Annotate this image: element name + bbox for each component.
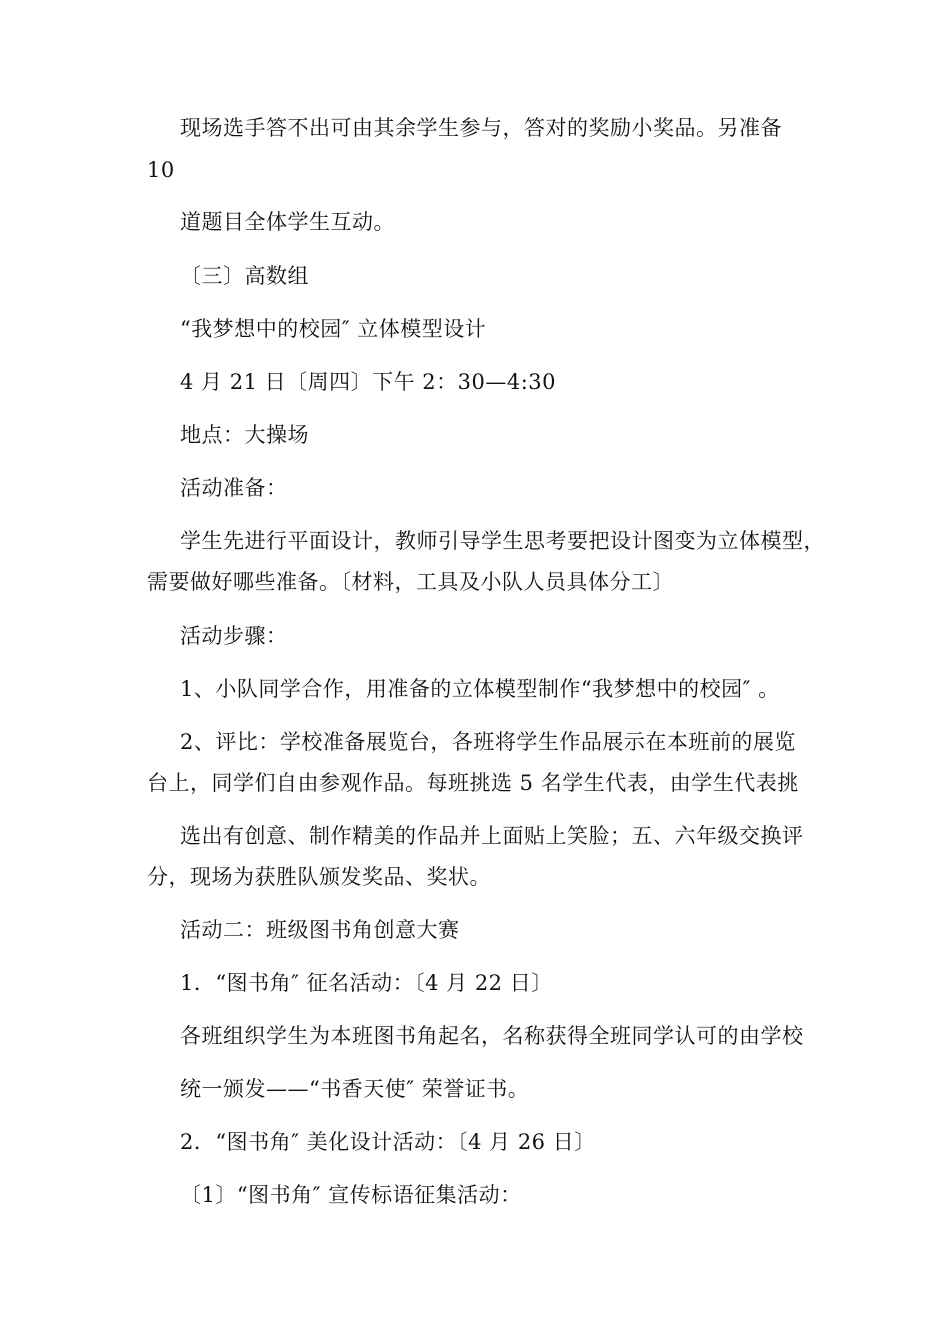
slogan-activity-item: 〔1〕“图书角″ 宣传标语征集活动：	[180, 1183, 522, 1207]
step-2-line-3: 选出有创意、制作精美的作品并上面贴上笑脸；五、六年级交换评	[180, 824, 804, 848]
step-2-line-1: 2、评比：学校准备展览台，各班将学生作品展示在本班前的展览	[180, 730, 796, 754]
paragraph-quiz-audience: 现场选手答不出可由其余学生参与，答对的奖励小奖品。另准备	[180, 116, 782, 140]
step-2-line-4: 分，现场为获胜队颁发奖品、奖状。	[147, 865, 491, 889]
section-heading-senior-group: 〔三〕高数组	[180, 264, 309, 288]
preparation-heading: 活动准备：	[180, 476, 288, 500]
beautify-activity-item: 2．“图书角″ 美化设计活动：〔4 月 26 日〕	[180, 1130, 596, 1154]
steps-heading: 活动步骤：	[180, 624, 288, 648]
step-2-line-2: 台上，同学们自由参观作品。每班挑选 5 名学生代表，由学生代表挑	[147, 771, 799, 795]
paragraph-quiz-count: 10	[147, 158, 175, 182]
activity-location: 地点：大操场	[180, 423, 309, 447]
preparation-paragraph-line-2: 需要做好哪些准备。〔材料，工具及小队人员具体分工〕	[147, 570, 674, 594]
naming-activity-item: 1．“图书角″ 征名活动：〔4 月 22 日〕	[180, 971, 553, 995]
preparation-paragraph-line-1: 学生先进行平面设计，教师引导学生思考要把设计图变为立体模型，	[180, 529, 825, 553]
paragraph-quiz-interaction: 道题目全体学生互动。	[180, 210, 395, 234]
step-1: 1、小队同学合作，用准备的立体模型制作“我梦想中的校园″ 。	[180, 677, 780, 701]
activity-time: 4 月 21 日〔周四〕下午 2：30—4:30	[180, 370, 557, 394]
activity-two-heading: 活动二：班级图书角创意大赛	[180, 918, 460, 942]
naming-paragraph-line-2: 统一颁发——“书香天使″ 荣誉证书。	[180, 1077, 530, 1101]
naming-paragraph-line-1: 各班组织学生为本班图书角起名，名称获得全班同学认可的由学校	[180, 1024, 804, 1048]
activity-title-dream-campus: “我梦想中的校园″ 立体模型设计	[180, 317, 487, 341]
